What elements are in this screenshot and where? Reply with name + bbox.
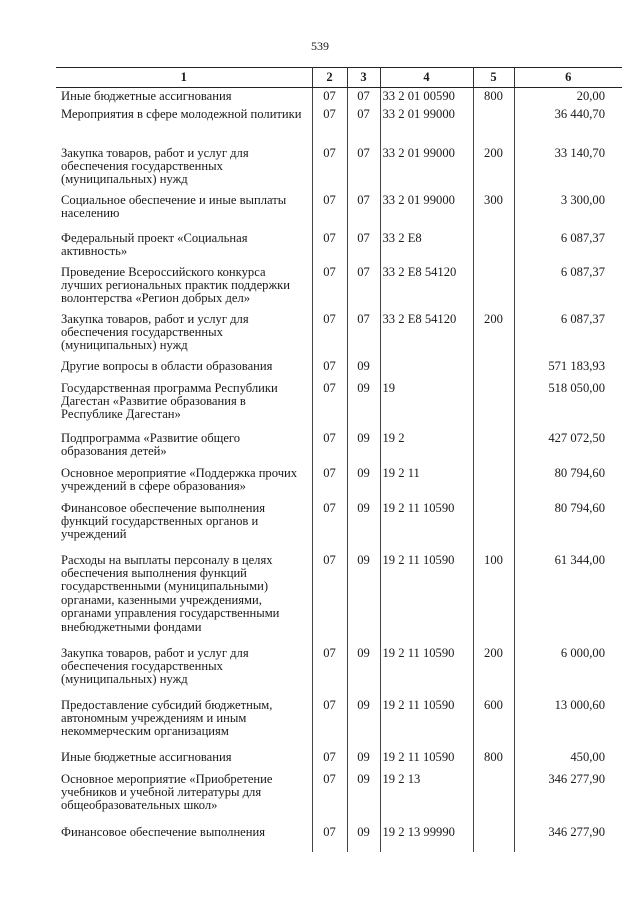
row-expense-type: 200 xyxy=(473,645,514,697)
table-row xyxy=(56,106,622,145)
row-name: Закупка товаров, работ и услуг для обеспечения государственных (муниципальных) нужд xyxy=(56,145,312,192)
budget-table xyxy=(56,67,622,852)
row-expense-type: 800 xyxy=(473,88,514,106)
row-amount: 427 072,50 xyxy=(514,430,622,465)
column-header-3: 3 xyxy=(347,68,380,88)
row-name: Закупка товаров, работ и услуг для обеспечения государственных (муниципальных) нужд xyxy=(56,311,312,358)
row-target-code: 19 2 11 10590 xyxy=(380,749,473,771)
row-amount: 6 087,37 xyxy=(514,230,622,264)
row-expense-type xyxy=(473,500,514,552)
row-section: 07 xyxy=(312,192,347,230)
row-subsection: 09 xyxy=(347,749,380,771)
row-name: Основное мероприятие «Поддержка прочих учреждений в сфере образования» xyxy=(56,465,312,500)
row-section: 07 xyxy=(312,230,347,264)
row-name: Проведение Всероссийского конкурса лучших региональных практик поддержки волонтерства «Регион добрых дел» xyxy=(56,264,312,311)
row-section: 07 xyxy=(312,771,347,824)
row-expense-type xyxy=(473,106,514,145)
row-amount: 6 087,37 xyxy=(514,311,622,358)
row-section: 07 xyxy=(312,358,347,380)
row-section: 07 xyxy=(312,500,347,552)
row-name: Государственная программа Республики Дагестан «Развитие образования в Республике Дагестан» xyxy=(56,380,312,430)
row-subsection: 09 xyxy=(347,380,380,430)
row-target-code: 19 2 13 xyxy=(380,771,473,824)
row-target-code: 33 2 E8 54120 xyxy=(380,264,473,311)
row-expense-type: 200 xyxy=(473,311,514,358)
row-subsection: 07 xyxy=(347,264,380,311)
row-expense-type xyxy=(473,358,514,380)
table-row xyxy=(56,380,622,430)
row-subsection: 09 xyxy=(347,697,380,749)
row-expense-type xyxy=(473,771,514,824)
row-section: 07 xyxy=(312,311,347,358)
row-section: 07 xyxy=(312,145,347,192)
row-target-code: 19 2 11 10590 xyxy=(380,500,473,552)
row-expense-type: 100 xyxy=(473,552,514,645)
row-amount: 80 794,60 xyxy=(514,465,622,500)
row-subsection: 07 xyxy=(347,88,380,106)
row-expense-type: 300 xyxy=(473,192,514,230)
row-target-code: 33 2 01 00590 xyxy=(380,88,473,106)
table-row xyxy=(56,749,622,771)
row-target-code: 33 2 E8 54120 xyxy=(380,311,473,358)
row-subsection: 09 xyxy=(347,824,380,852)
row-section: 07 xyxy=(312,106,347,145)
row-target-code: 19 2 11 xyxy=(380,465,473,500)
row-expense-type xyxy=(473,230,514,264)
row-name: Финансовое обеспечение выполнения xyxy=(56,824,312,852)
row-target-code: 33 2 E8 xyxy=(380,230,473,264)
row-subsection: 09 xyxy=(347,500,380,552)
column-header-5: 5 xyxy=(473,68,514,88)
row-target-code: 33 2 01 99000 xyxy=(380,145,473,192)
row-name: Подпрограмма «Развитие общего образования детей» xyxy=(56,430,312,465)
row-subsection: 09 xyxy=(347,465,380,500)
row-section: 07 xyxy=(312,697,347,749)
row-section: 07 xyxy=(312,645,347,697)
row-subsection: 09 xyxy=(347,430,380,465)
row-section: 07 xyxy=(312,749,347,771)
row-subsection: 07 xyxy=(347,192,380,230)
table-row xyxy=(56,771,622,824)
row-amount: 450,00 xyxy=(514,749,622,771)
row-amount: 6 000,00 xyxy=(514,645,622,697)
row-target-code xyxy=(380,358,473,380)
row-target-code: 33 2 01 99000 xyxy=(380,192,473,230)
row-amount: 20,00 xyxy=(514,88,622,106)
row-section: 07 xyxy=(312,552,347,645)
row-subsection: 09 xyxy=(347,771,380,824)
row-target-code: 19 xyxy=(380,380,473,430)
row-name: Другие вопросы в области образования xyxy=(56,358,312,380)
table-row xyxy=(56,824,622,852)
row-target-code: 19 2 11 10590 xyxy=(380,552,473,645)
row-name: Основное мероприятие «Приобретение учебников и учебной литературы для общеобразовательных школ» xyxy=(56,771,312,824)
row-name: Иные бюджетные ассигнования xyxy=(56,749,312,771)
table-row xyxy=(56,88,622,106)
row-amount: 61 344,00 xyxy=(514,552,622,645)
row-amount: 346 277,90 xyxy=(514,771,622,824)
row-expense-type xyxy=(473,264,514,311)
column-header-1: 1 xyxy=(56,68,312,88)
table-row xyxy=(56,192,622,230)
row-name: Социальное обеспечение и иные выплаты населению xyxy=(56,192,312,230)
row-name: Иные бюджетные ассигнования xyxy=(56,88,312,106)
row-section: 07 xyxy=(312,264,347,311)
row-subsection: 09 xyxy=(347,552,380,645)
table-row xyxy=(56,645,622,697)
row-expense-type xyxy=(473,380,514,430)
row-target-code: 19 2 11 10590 xyxy=(380,697,473,749)
row-amount: 80 794,60 xyxy=(514,500,622,552)
row-amount: 13 000,60 xyxy=(514,697,622,749)
row-expense-type xyxy=(473,824,514,852)
row-section: 07 xyxy=(312,465,347,500)
row-section: 07 xyxy=(312,824,347,852)
row-expense-type: 800 xyxy=(473,749,514,771)
row-section: 07 xyxy=(312,430,347,465)
row-subsection: 09 xyxy=(347,645,380,697)
row-amount: 33 140,70 xyxy=(514,145,622,192)
row-amount: 6 087,37 xyxy=(514,264,622,311)
row-section: 07 xyxy=(312,88,347,106)
row-subsection: 09 xyxy=(347,358,380,380)
row-subsection: 07 xyxy=(347,106,380,145)
row-amount: 518 050,00 xyxy=(514,380,622,430)
row-target-code: 19 2 13 99990 xyxy=(380,824,473,852)
row-expense-type xyxy=(473,465,514,500)
row-amount: 346 277,90 xyxy=(514,824,622,852)
column-header-6: 6 xyxy=(514,68,622,88)
table-header-row xyxy=(56,68,622,88)
row-amount: 36 440,70 xyxy=(514,106,622,145)
row-name: Закупка товаров, работ и услуг для обеспечения государственных (муниципальных) нужд xyxy=(56,645,312,697)
row-expense-type: 200 xyxy=(473,145,514,192)
column-header-4: 4 xyxy=(380,68,473,88)
row-subsection: 07 xyxy=(347,311,380,358)
row-amount: 3 300,00 xyxy=(514,192,622,230)
page-number: 539 xyxy=(311,39,329,53)
table-row xyxy=(56,552,622,645)
column-header-2: 2 xyxy=(312,68,347,88)
table-row xyxy=(56,358,622,380)
table-row xyxy=(56,500,622,552)
row-expense-type xyxy=(473,430,514,465)
row-section: 07 xyxy=(312,380,347,430)
row-subsection: 07 xyxy=(347,230,380,264)
table-row xyxy=(56,230,622,264)
table-row xyxy=(56,264,622,311)
row-name: Федеральный проект «Социальная активность» xyxy=(56,230,312,264)
row-amount: 571 183,93 xyxy=(514,358,622,380)
row-name: Предоставление субсидий бюджетным, автономным учреждениям и иным некоммерческим организациям xyxy=(56,697,312,749)
row-subsection: 07 xyxy=(347,145,380,192)
table-row xyxy=(56,311,622,358)
row-target-code: 19 2 xyxy=(380,430,473,465)
row-target-code: 33 2 01 99000 xyxy=(380,106,473,145)
table-row xyxy=(56,465,622,500)
row-name: Финансовое обеспечение выполнения функций государственных органов и учреждений xyxy=(56,500,312,552)
row-name: Расходы на выплаты персоналу в целях обеспечения выполнения функций государственными (муниципальными) органами, казенными учреждениями, органами управления государственными внебюджетными фондами xyxy=(56,552,312,645)
table-row xyxy=(56,145,622,192)
row-expense-type: 600 xyxy=(473,697,514,749)
row-name: Мероприятия в сфере молодежной политики xyxy=(56,106,312,145)
table-row xyxy=(56,430,622,465)
table-row xyxy=(56,697,622,749)
row-target-code: 19 2 11 10590 xyxy=(380,645,473,697)
